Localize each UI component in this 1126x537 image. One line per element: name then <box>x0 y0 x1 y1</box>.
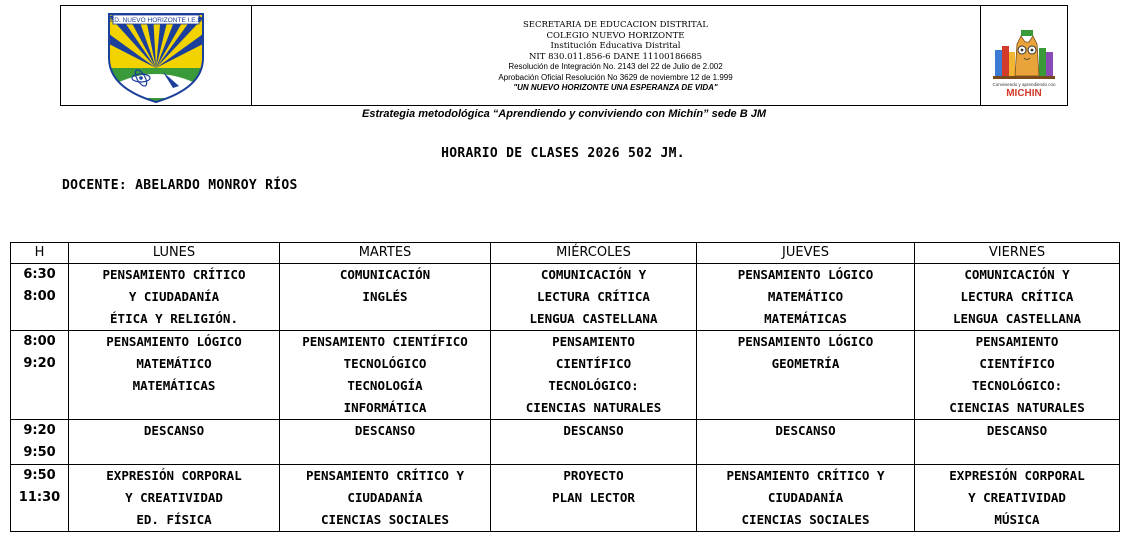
hour-end: 9:50 <box>23 445 56 460</box>
class-line: LECTURA CRÍTICA <box>537 289 650 304</box>
break-label: DESCANSO <box>354 423 416 438</box>
school-logo-cell <box>61 6 252 105</box>
table-row <box>11 264 1120 331</box>
class-cell <box>697 331 915 420</box>
class-line: EXPRESIÓN CORPORAL <box>106 468 242 483</box>
header-viernes: VIERNES <box>915 243 1120 264</box>
class-line: CIENTÍFICO <box>979 356 1055 371</box>
hour-start: 6:30 <box>23 267 56 282</box>
class-cell <box>69 264 280 331</box>
break-cell <box>697 420 915 465</box>
michin-logo-name: MICHIN <box>1006 88 1042 99</box>
school-logo-text: IED. NUEVO HORIZONTE I.E.D. <box>108 17 204 24</box>
class-cell <box>280 264 491 331</box>
break-label: DESCANSO <box>563 423 624 438</box>
break-label: DESCANSO <box>143 423 205 438</box>
class-line: PENSAMIENTO CRÍTICO <box>102 267 246 282</box>
class-line: MATEMÁTICAS <box>764 311 847 326</box>
class-cell <box>69 465 280 532</box>
class-line: CIUDADANÍA <box>767 490 844 505</box>
class-cell <box>491 331 697 420</box>
class-line: LENGUA CASTELLANA <box>529 311 658 326</box>
hour-end: 9:20 <box>23 356 56 371</box>
class-line: MÚSICA <box>994 512 1040 527</box>
class-line: COMUNICACIÓN <box>339 267 431 282</box>
class-line: TECNOLÓGICO: <box>971 378 1063 393</box>
letterhead-line-1: SECRETARIA DE EDUCACION DISTRITAL <box>522 20 708 30</box>
class-cell <box>915 331 1120 420</box>
michin-cat-logo <box>981 6 1067 105</box>
hour-cell <box>11 331 69 420</box>
class-line: PENSAMIENTO <box>975 334 1059 349</box>
hour-end: 8:00 <box>23 289 56 304</box>
class-line: ÉTICA Y RELIGIÓN. <box>110 311 238 326</box>
class-line: PENSAMIENTO <box>552 334 635 349</box>
class-line: MATEMÁTICO <box>136 356 212 371</box>
class-line: CIENTÍFICO <box>555 356 632 371</box>
class-line: MATEMÁTICAS <box>132 378 216 393</box>
class-line: TECNOLÓGICO: <box>548 378 639 393</box>
class-line: PLAN LECTOR <box>552 490 635 505</box>
class-line: CIENCIAS NATURALES <box>525 400 662 415</box>
class-line: Y CIUDADANÍA <box>128 289 220 304</box>
break-label: DESCANSO <box>986 423 1048 438</box>
letterhead-line-3: Institución Educativa Distrital <box>550 41 681 51</box>
class-line: Y CREATIVIDAD <box>125 490 223 505</box>
break-cell <box>491 420 697 465</box>
break-cell <box>69 420 280 465</box>
letterhead-line-5: Resolución de Integración No. 2143 del 22 de Julio de 2.002 <box>508 62 723 71</box>
letterhead-text <box>251 6 981 105</box>
break-label: DESCANSO <box>775 423 836 438</box>
letterhead-line-7: "UN NUEVO HORIZONTE UNA ESPERANZA DE VIDA" <box>513 83 718 92</box>
class-line: CIENCIAS SOCIALES <box>741 512 870 527</box>
class-line: COMUNICACIÓN Y <box>540 267 647 282</box>
hour-start: 8:00 <box>23 334 56 349</box>
header-lunes: LUNES <box>69 243 280 264</box>
class-cell <box>280 465 491 532</box>
class-cell <box>491 465 697 532</box>
class-line: CIENCIAS NATURALES <box>949 400 1085 415</box>
strategy-caption: Estrategia metodológica “Aprendiendo y conviviendo con Michín” sede B JM <box>361 108 766 120</box>
class-line: PROYECTO <box>563 468 624 483</box>
class-cell <box>491 264 697 331</box>
schedule-header-row <box>11 243 1120 264</box>
teacher-name: DOCENTE: ABELARDO MONROY RÍOS <box>62 178 298 193</box>
header-hour: H <box>11 243 69 264</box>
header-martes: MARTES <box>280 243 491 264</box>
class-line: PENSAMIENTO CRÍTICO Y <box>726 468 885 483</box>
class-line: MATEMÁTICO <box>767 289 844 304</box>
class-line: CIENCIAS SOCIALES <box>321 512 449 527</box>
hour-end: 11:30 <box>18 490 61 505</box>
class-line: PENSAMIENTO CRÍTICO Y <box>305 468 465 483</box>
letterhead-line-4: NIT 830.011.856-6 DANE 11100186685 <box>528 51 702 62</box>
class-line: COMUNICACIÓN Y <box>964 267 1070 282</box>
class-line: PENSAMIENTO LÓGICO <box>106 334 242 349</box>
class-line: PENSAMIENTO CIENTÍFICO <box>302 334 468 349</box>
school-shield-logo <box>61 6 251 105</box>
class-line: GEOMETRÍA <box>771 356 840 371</box>
letterhead-line-2: COLEGIO NUEVO HORIZONTE <box>546 30 685 41</box>
class-line: CIUDADANÍA <box>347 490 423 505</box>
michin-logo-tagline: Conviviendo y aprendiendo con <box>992 82 1056 87</box>
table-row <box>11 331 1120 420</box>
class-line: INFORMÁTICA <box>343 400 427 415</box>
class-cell <box>69 331 280 420</box>
class-line: PENSAMIENTO LÓGICO <box>737 334 874 349</box>
class-line: TECNOLOGÍA <box>347 378 423 393</box>
break-cell <box>280 420 491 465</box>
letterhead <box>60 5 1068 106</box>
header-miercoles: MIÉRCOLES <box>491 243 697 264</box>
table-row <box>11 420 1120 465</box>
hour-cell <box>11 264 69 331</box>
class-line: LECTURA CRÍTICA <box>960 289 1074 304</box>
class-cell <box>915 465 1120 532</box>
class-line: ED. FÍSICA <box>136 512 212 527</box>
class-line: Y CREATIVIDAD <box>968 490 1066 505</box>
page-title: HORARIO DE CLASES 2026 502 JM. <box>441 146 685 161</box>
class-line: EXPRESIÓN CORPORAL <box>949 468 1085 483</box>
class-line: LENGUA CASTELLANA <box>953 311 1081 326</box>
hour-start: 9:20 <box>23 423 56 438</box>
class-cell <box>697 465 915 532</box>
class-cell <box>915 264 1120 331</box>
class-line: PENSAMIENTO LÓGICO <box>737 267 874 282</box>
class-cell <box>280 331 491 420</box>
schedule-table <box>10 242 1120 532</box>
header-jueves: JUEVES <box>697 243 915 264</box>
class-cell <box>697 264 915 331</box>
hour-start: 9:50 <box>23 468 56 483</box>
class-line: TECNOLÓGICO <box>343 356 427 371</box>
break-cell <box>915 420 1120 465</box>
table-row <box>11 465 1120 532</box>
class-line: INGLÉS <box>362 289 408 304</box>
hour-cell <box>11 465 69 532</box>
michin-logo-cell <box>981 6 1067 105</box>
letterhead-line-6: Aprobación Oficial Resolución No 3629 de noviembre 12 de 1.999 <box>498 72 733 82</box>
hour-cell <box>11 420 69 465</box>
